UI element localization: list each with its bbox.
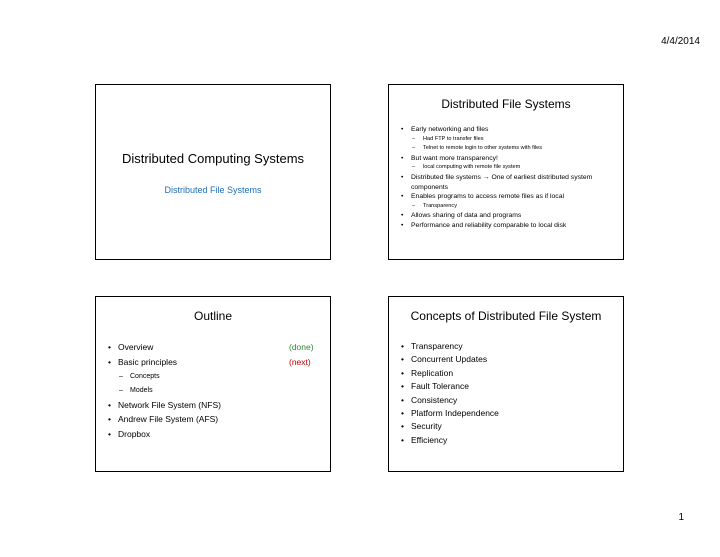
bullet-item: • But want more transparency!	[401, 154, 617, 164]
bullet-item: • Fault Tolerance	[401, 380, 617, 393]
slide4-bullet-list	[401, 340, 617, 447]
slide-distributed-file-systems	[388, 84, 624, 260]
slide2-title: Distributed File Systems	[441, 97, 571, 111]
status-next-label: (next)	[289, 356, 311, 367]
bullet-text: Overview	[118, 342, 154, 352]
page-date: 4/4/2014	[661, 36, 700, 47]
bullet-item: • Platform Independence	[401, 407, 617, 420]
sub-bullet-item: – local computing with remote file system	[401, 163, 617, 173]
bullet-item	[108, 340, 314, 355]
slide-concepts	[388, 296, 624, 472]
bullet-item: • Dropbox	[108, 427, 314, 442]
slide2-bullet-list	[401, 125, 617, 231]
page-number: 1	[678, 512, 684, 523]
bullet-item: • Allows sharing of data and programs	[401, 211, 617, 221]
bullet-item: • Transparency	[401, 340, 617, 353]
sub-bullet-item: – Telnet to remote login to other systems with files	[401, 144, 617, 154]
slide-title-card	[95, 84, 331, 260]
sub-bullet-item: – Concepts	[108, 370, 314, 384]
slide3-bullet-list	[108, 340, 314, 442]
bullet-item: • Network File System (NFS)	[108, 398, 314, 413]
bullet-item: • Distributed file systems → One of earliest distributed system components	[401, 173, 617, 192]
bullet-item: • Enables programs to access remote files as if local	[401, 192, 617, 202]
status-done-label: (done)	[289, 342, 314, 352]
sub-bullet-item: – Had FTP to transfer files	[401, 135, 617, 145]
bullet-item: • Andrew File System (AFS)	[108, 412, 314, 427]
bullet-item: • Replication	[401, 367, 617, 380]
bullet-item	[108, 355, 314, 370]
bullet-item: • Consistency	[401, 394, 617, 407]
bullet-item: • Concurrent Updates	[401, 353, 617, 366]
slide1-title: Distributed Computing Systems	[121, 151, 305, 166]
slide-outline	[95, 296, 331, 472]
sub-bullet-item: – Transparency	[401, 202, 617, 212]
bullet-item: • Security	[401, 420, 617, 433]
bullet-text: Basic principles	[118, 356, 178, 367]
slide3-title: Outline	[193, 309, 233, 323]
bullet-item: • Early networking and files	[401, 125, 617, 135]
sub-bullet-item: – Models	[108, 384, 314, 398]
slide1-subtitle: Distributed File Systems	[164, 185, 262, 195]
bullet-item: • Efficiency	[401, 434, 617, 447]
slide4-title: Concepts of Distributed File System	[410, 309, 602, 323]
bullet-item: • Performance and reliability comparable to local disk	[401, 221, 617, 231]
